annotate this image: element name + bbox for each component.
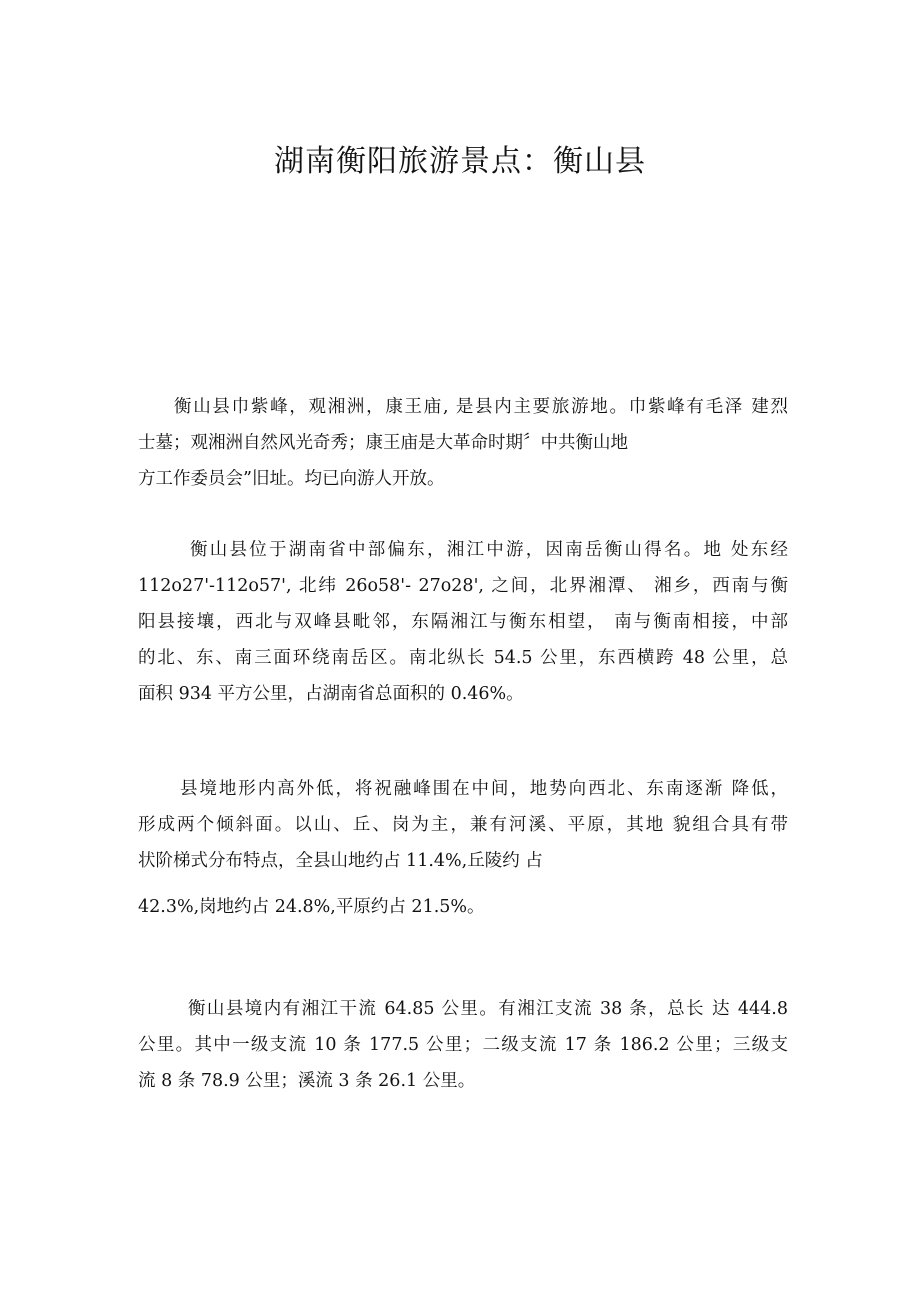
paragraph-scenic-spots	[138, 389, 788, 497]
paragraph-line: 状阶梯式分布特点，全县山地约占 11.4%,丘陵约 占	[138, 851, 543, 871]
paragraph-line: 衡山县位于湖南省中部偏东，湘江中游，因南岳衡山得名。地 处东经	[190, 540, 788, 560]
paragraph-terrain	[138, 771, 788, 925]
paragraph-line: 面积 934 平方公里，占湖南省总面积的 0.46%。	[138, 684, 524, 704]
paragraph-line: 公里。其中一级支流 10 条 177.5 公里；二级支流 17 条 186.2 公里；三级支	[138, 1035, 788, 1055]
paragraph-line: 的北、东、南三面环绕南岳区。南北纵长 54.5 公里，东西横跨 48 公里，总	[138, 648, 788, 668]
paragraph-line: 衡山县巾紫峰，观湘洲，康王庙, 是县内主要旅游地。巾紫峰有毛泽 建烈	[174, 397, 788, 417]
paragraph-line: 方工作委员会”旧址。均已向游人开放。	[138, 469, 445, 489]
paragraph-line: 阳县接壤，西北与双峰县毗邻，东隔湘江与衡东相望， 南与衡南相接，中部	[138, 612, 788, 632]
paragraph-line: 县境地形内高外低，将祝融峰围在中间，地势向西北、东南逐渐 降低，	[180, 779, 788, 799]
paragraph-line: 衡山县境内有湘江干流 64.85 公里。有湘江支流 38 条，总长 达 444.8	[188, 999, 788, 1019]
paragraph-line: 流 8 条 78.9 公里；溪流 3 条 26.1 公里。	[138, 1071, 476, 1091]
document-title: 湖南衡阳旅游景点：衡山县	[274, 144, 646, 179]
paragraph-location	[138, 532, 788, 712]
paragraph-line: 112o27'-112o57', 北纬 26o58'- 27o28', 之间，北界湘潭、 湘乡，西南与衡	[138, 576, 788, 596]
paragraph-rivers	[138, 991, 788, 1099]
paragraph-line: 士墓；观湘洲自然风光奇秀；康王庙是大革命时期〞中共衡山地	[138, 433, 628, 453]
paragraph-line: 42.3%,岗地约占 24.8%,平原约占 21.5%。	[138, 897, 485, 917]
paragraph-line: 形成两个倾斜面。以山、丘、岗为主，兼有河溪、平原，其地 貌组合具有带	[138, 815, 788, 835]
